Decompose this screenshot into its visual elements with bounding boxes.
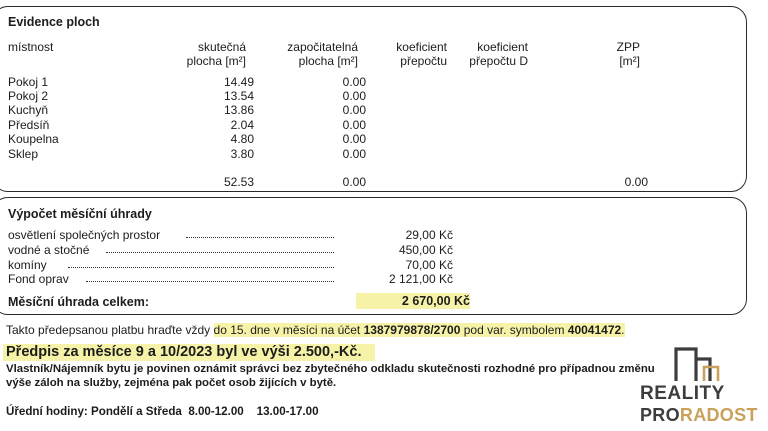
room-area: 14.49 xyxy=(223,75,254,89)
col-header-koeficient xyxy=(380,40,447,68)
table-row xyxy=(8,103,753,117)
leader-dots xyxy=(68,267,334,268)
leader-dots xyxy=(86,281,334,282)
col-header-koeficient-d-line2: přepočtu D xyxy=(469,54,528,68)
variable-symbol: 40041472 xyxy=(567,323,622,337)
room-area: 3.80 xyxy=(230,147,254,161)
office-hours-time-1: 8.00-12.00 xyxy=(188,405,244,418)
fee-amount: 2 121,00 Kč xyxy=(388,272,453,286)
room-counted-area: 0.00 xyxy=(342,147,366,161)
leader-dots xyxy=(106,252,334,253)
col-header-skutecna-line1: skutečná xyxy=(197,40,246,54)
fee-row xyxy=(8,243,753,257)
fee-amount: 70,00 Kč xyxy=(405,258,453,272)
building-icon xyxy=(636,343,764,383)
fee-label: komíny xyxy=(8,258,47,272)
fee-amount: 450,00 Kč xyxy=(398,243,453,257)
fee-label: osvětlení společných prostor xyxy=(8,228,161,242)
logo-line-1: REALITY xyxy=(640,383,725,404)
room-name: Pokoj 2 xyxy=(8,89,49,103)
total-label: Měsíční úhrada celkem: xyxy=(8,295,150,309)
payment-text-3: pod var. symbolem xyxy=(460,323,568,337)
room-area: 13.86 xyxy=(223,103,254,117)
room-counted-area: 0.00 xyxy=(342,75,366,89)
fee-row xyxy=(8,228,753,242)
reality-proradost-logo xyxy=(636,343,764,431)
room-counted-area: 0.00 xyxy=(342,103,366,117)
fee-label: vodné a stočné xyxy=(8,243,90,257)
total-amount: 2 670,00 Kč xyxy=(356,293,470,309)
room-name: Koupelna xyxy=(8,132,59,146)
col-header-zpp xyxy=(600,40,640,68)
room-counted-area: 0.00 xyxy=(342,89,366,103)
room-name: Předsíň xyxy=(8,118,50,132)
logo-radost: RADOST xyxy=(679,405,758,425)
total-area: 52.53 xyxy=(223,175,254,189)
logo-line-2 xyxy=(640,405,758,426)
room-counted-area: 0.00 xyxy=(342,132,366,146)
evidence-title: Evidence ploch xyxy=(8,15,100,29)
col-header-zapocitatelna-line2: plocha [m²] xyxy=(298,54,358,68)
office-hours-time-2: 13.00-17.00 xyxy=(256,405,319,418)
table-row xyxy=(8,132,753,146)
table-row xyxy=(8,147,753,161)
payment-text-2: do 15. dne v měsíci na účet xyxy=(213,323,364,337)
col-header-mistnost: místnost xyxy=(8,40,54,54)
fee-row xyxy=(8,272,753,286)
vypocet-title: Výpočet měsíční úhrady xyxy=(8,207,152,221)
logo-pro: PRO xyxy=(640,405,680,425)
bank-account: 1387979878/2700 xyxy=(363,323,461,337)
total-zpp: 0.00 xyxy=(624,175,648,189)
col-header-zapocitatelna-line1: započitatelná xyxy=(287,40,358,54)
notice-line-1: Vlastník/Nájemník bytu je povinen oznámit správci bez zbytečného odkladu skutečnosti rozhodné pro případnou změnu xyxy=(6,363,655,375)
office-hours xyxy=(6,405,319,418)
room-name: Pokoj 1 xyxy=(8,75,49,89)
col-header-zapocitatelna xyxy=(268,40,358,68)
total-counted-area: 0.00 xyxy=(342,175,366,189)
col-header-skutecna-line2: plocha [m²] xyxy=(186,54,246,68)
totals-row xyxy=(8,175,753,189)
notice-line-2: výše záloh na služby, zejména pak počet osob žijících v bytě. xyxy=(6,377,337,389)
fee-row xyxy=(8,258,753,272)
table-row xyxy=(8,89,753,103)
col-header-koeficient-d xyxy=(460,40,528,68)
payment-text-4: . xyxy=(621,323,625,337)
col-header-skutecna xyxy=(170,40,246,68)
room-area: 2.04 xyxy=(230,118,254,132)
col-header-zpp-line2: [m²] xyxy=(619,54,640,68)
col-header-koeficient-line2: přepočtu xyxy=(400,54,447,68)
office-hours-label: Úřední hodiny: Pondělí a Středa xyxy=(6,405,182,418)
fee-amount: 29,00 Kč xyxy=(405,228,453,242)
payment-text-1: Takto předepsanou platbu hraďte vždy xyxy=(6,323,214,337)
room-name: Sklep xyxy=(8,147,39,161)
predpis-heading: Předpis za měsíce 9 a 10/2023 byl ve výši 2.500,-Kč. xyxy=(3,344,375,361)
col-header-zpp-line1: ZPP xyxy=(616,40,640,54)
leader-dots xyxy=(186,237,334,238)
room-counted-area: 0.00 xyxy=(342,118,366,132)
col-header-koeficient-d-line1: koeficient xyxy=(477,40,528,54)
table-row xyxy=(8,118,753,132)
room-area: 4.80 xyxy=(230,132,254,146)
payment-instructions xyxy=(6,323,625,337)
fee-label: Fond oprav xyxy=(8,272,69,286)
col-header-koeficient-line1: koeficient xyxy=(396,40,447,54)
room-name: Kuchyň xyxy=(8,103,49,117)
payment-highlight xyxy=(214,323,625,337)
room-area: 13.54 xyxy=(223,89,254,103)
table-row xyxy=(8,75,753,89)
